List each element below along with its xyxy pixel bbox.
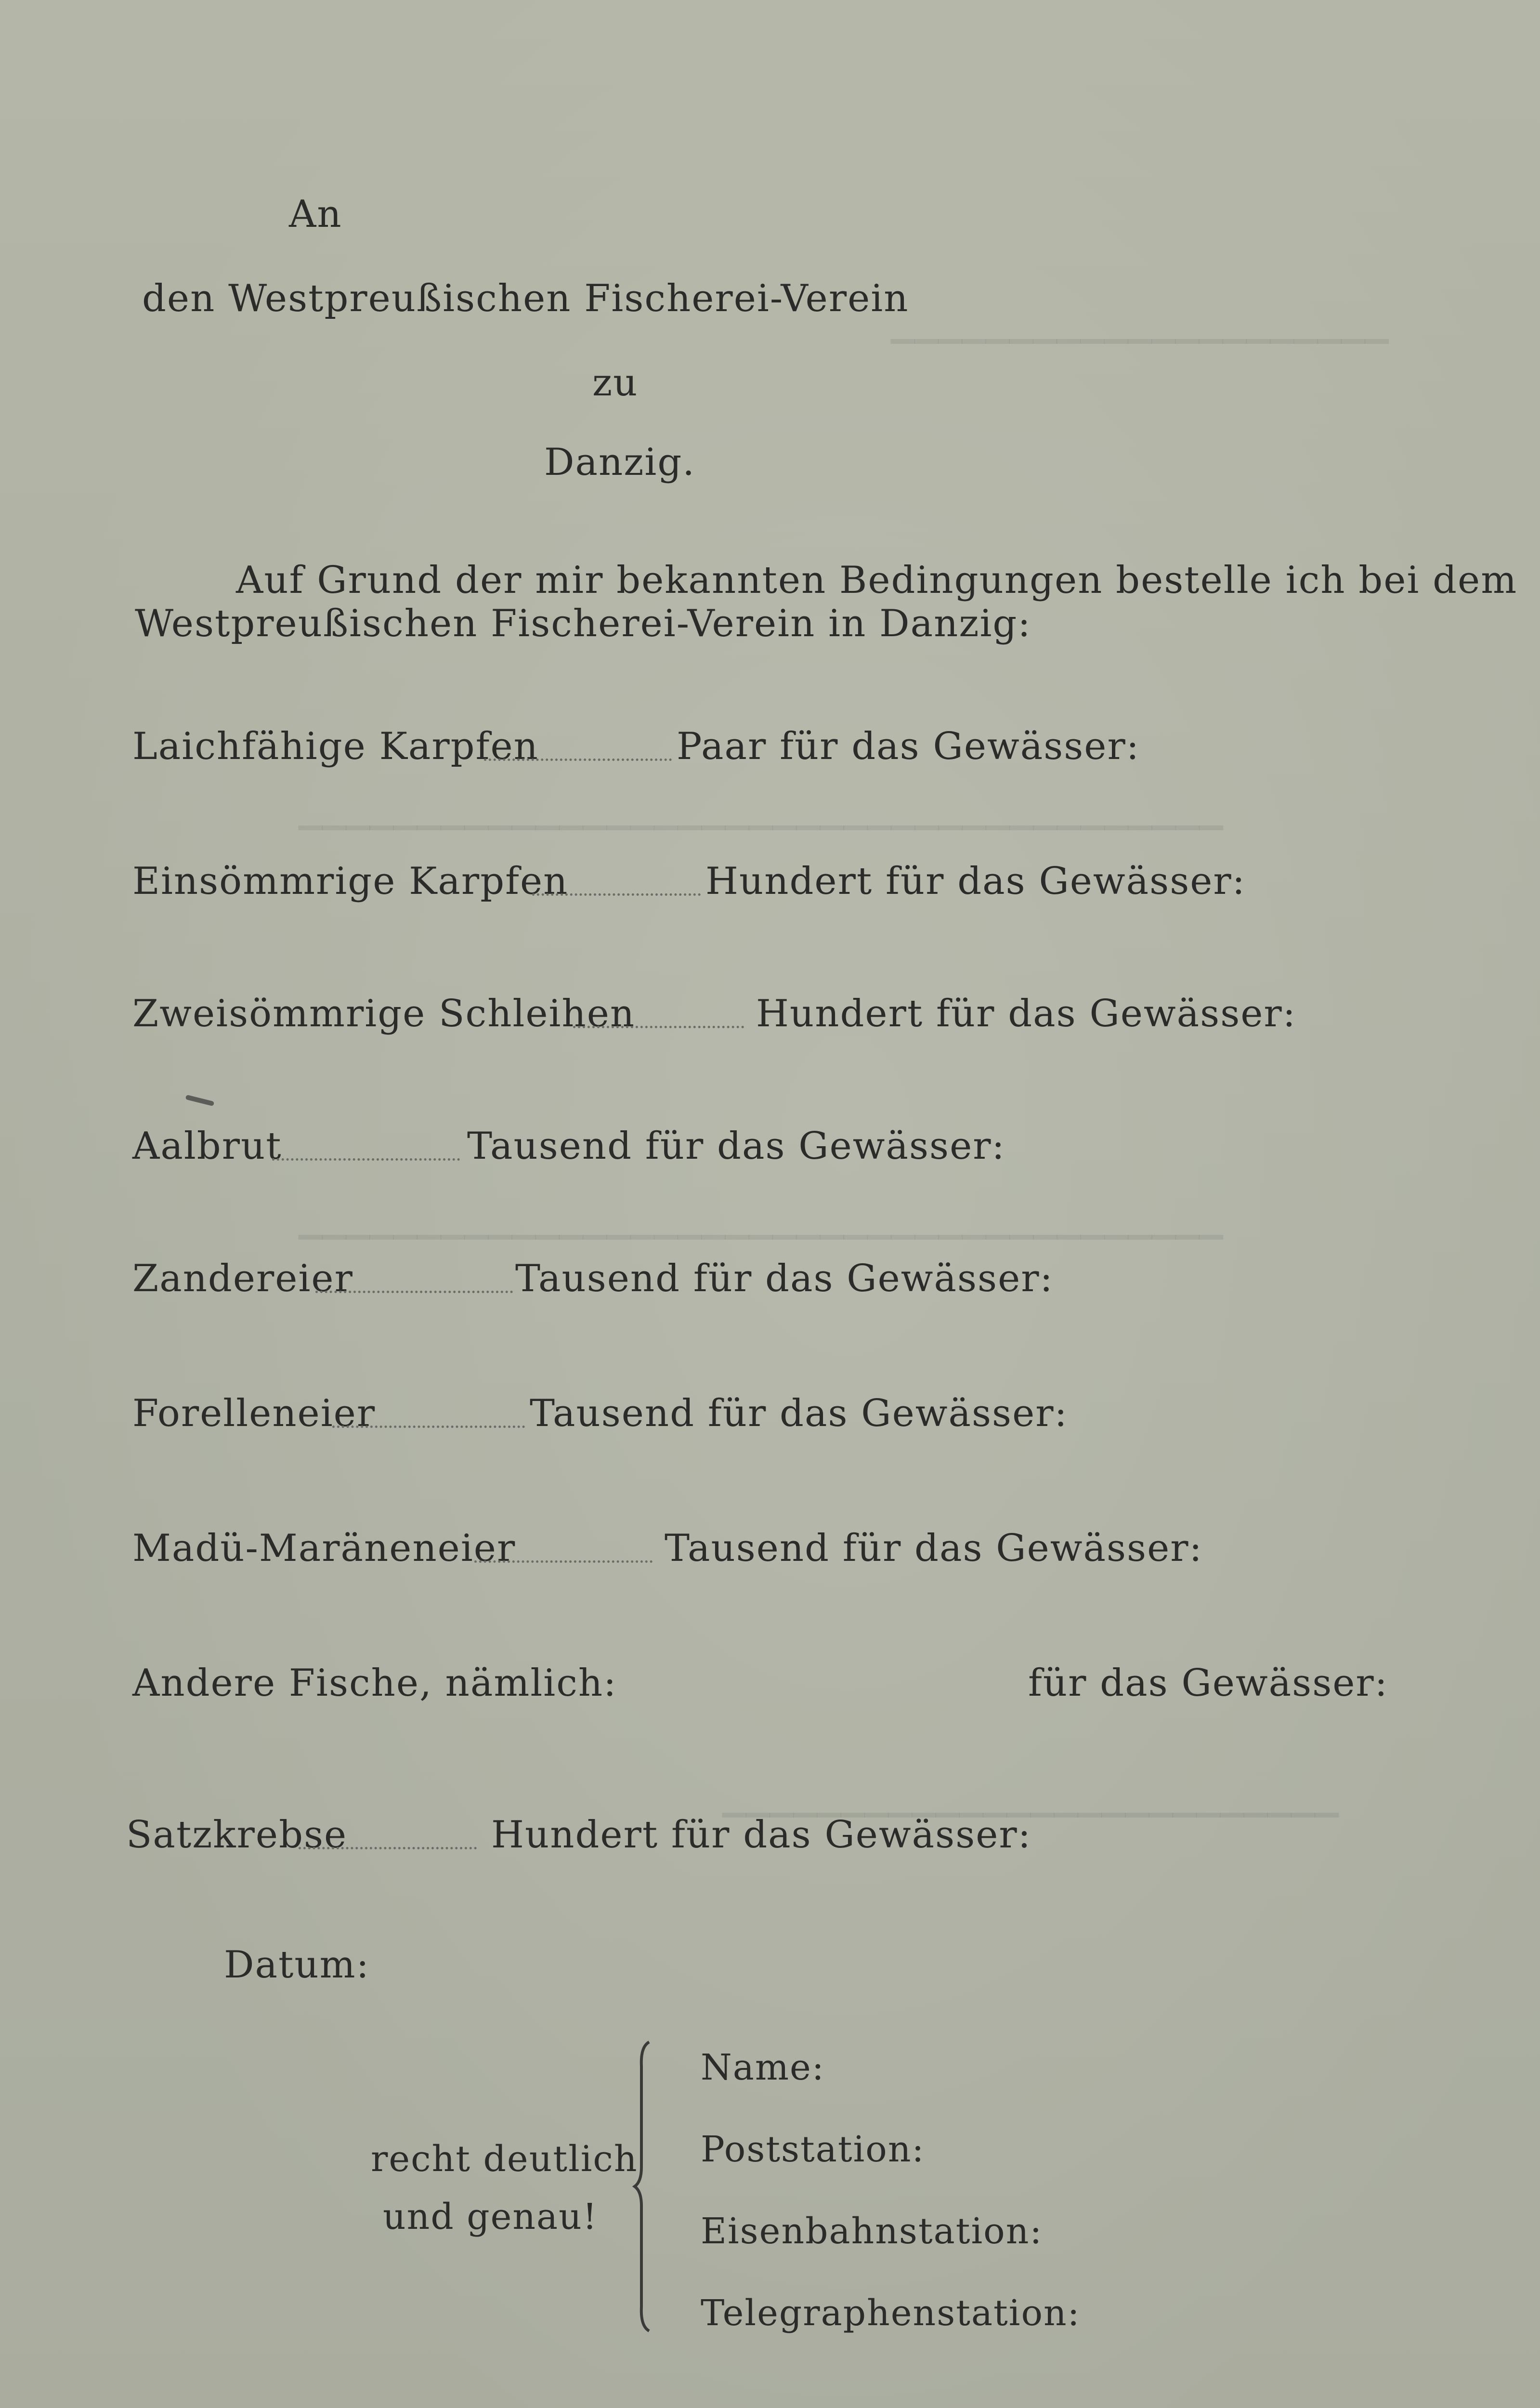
- contact-rail-label: Eisenbahnstation:: [701, 2211, 1043, 2252]
- order-quantity-blank[interactable]: [573, 1026, 744, 1028]
- date-label: Datum:: [224, 1943, 370, 1987]
- curly-brace: [626, 2037, 665, 2336]
- order-quantity-blank[interactable]: [332, 1426, 525, 1428]
- order-item-label: Einsömmrige Karpfen: [132, 860, 569, 903]
- ink-mark: [185, 1095, 215, 1106]
- order-item-label: Aalbrut: [132, 1125, 282, 1168]
- other-fish-unit: für das Gewässer:: [1028, 1662, 1388, 1705]
- order-item-unit: Tausend für das Gewässer:: [467, 1125, 1005, 1168]
- brace-shape: [626, 2037, 665, 2336]
- address-line-city: Danzig.: [544, 441, 696, 484]
- contact-name-label: Name:: [701, 2047, 825, 2088]
- order-item-unit: Tausend für das Gewässer:: [665, 1527, 1203, 1570]
- order-item-label: Zandereier: [132, 1257, 353, 1300]
- address-line-an: An: [289, 193, 342, 236]
- order-item-label: Laichfähige Karpfen: [132, 725, 539, 768]
- order-quantity-blank[interactable]: [299, 1847, 477, 1849]
- show-through-texture: ▁▁▁▁▁▁▁▁▁▁▁▁▁▁▁▁▁▁▁▁▁▁▁▁▁▁▁▁▁▁▁▁▁▁▁▁▁▁▁: [299, 1204, 1223, 1240]
- order-item-unit: Tausend für das Gewässer:: [530, 1392, 1068, 1435]
- order-quantity-blank[interactable]: [484, 759, 672, 761]
- other-fish-label: Andere Fische, nämlich:: [132, 1662, 617, 1705]
- order-quantity-blank[interactable]: [532, 893, 701, 896]
- order-item-unit: Paar für das Gewässer:: [677, 725, 1140, 768]
- instruction-line-1: recht deutlich: [371, 2138, 638, 2180]
- address-line-recipient: den Westpreußischen Fischerei-Verein: [142, 277, 909, 320]
- intro-line-1: Auf Grund der mir bekannten Bedingungen bestelle ich bei dem: [236, 559, 1518, 602]
- show-through-texture: ▁▁▁▁▁▁▁▁▁▁▁▁▁▁▁▁▁▁▁▁▁▁▁▁▁▁▁▁▁▁▁▁▁▁▁▁▁▁▁: [299, 795, 1223, 830]
- order-item-unit: Tausend für das Gewässer:: [515, 1257, 1054, 1300]
- order-quantity-blank[interactable]: [474, 1560, 653, 1563]
- contact-post-label: Poststation:: [701, 2129, 925, 2170]
- order-quantity-blank[interactable]: [272, 1158, 460, 1161]
- order-item-unit: Hundert für das Gewässer:: [756, 992, 1296, 1035]
- order-item-label: Zweisömmrige Schleihen: [132, 992, 636, 1035]
- order-item-label: Forelleneier: [132, 1392, 376, 1435]
- instruction-line-2: und genau!: [383, 2196, 598, 2238]
- order-item-label: Satzkrebse: [126, 1813, 348, 1857]
- intro-line-2: Westpreußischen Fischerei-Verein in Danzig:: [135, 602, 1031, 645]
- order-item-unit: Hundert für das Gewässer:: [491, 1813, 1031, 1857]
- order-item-unit: Hundert für das Gewässer:: [705, 860, 1246, 903]
- contact-telegraph-label: Telegraphenstation:: [701, 2292, 1081, 2334]
- show-through-texture: ▁▁▁▁▁▁▁▁▁▁▁▁▁▁▁▁▁▁▁▁▁: [891, 308, 1389, 344]
- order-item-label: Madü-Maräneneier: [132, 1527, 516, 1570]
- show-through-texture: ▁▁▁▁▁▁▁▁▁▁▁▁▁▁▁▁▁▁▁▁▁▁▁▁▁▁: [722, 1782, 1339, 1818]
- address-line-zu: zu: [592, 361, 639, 405]
- order-quantity-blank[interactable]: [315, 1291, 513, 1293]
